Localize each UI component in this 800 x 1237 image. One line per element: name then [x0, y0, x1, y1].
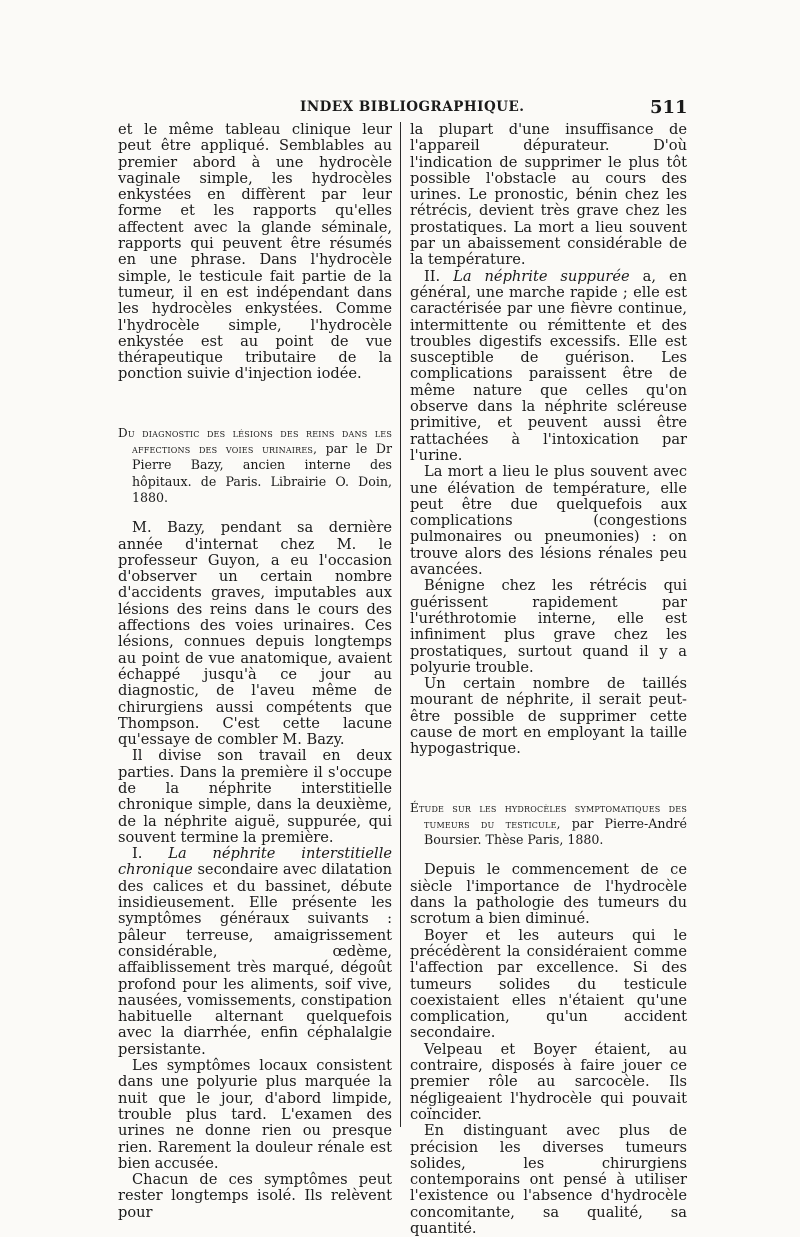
paragraph: Depuis le commencement de ce siècle l'importance de l'hydrocèle dans la pathologie des tumeurs du scrotum a bien diminué. [410, 861, 687, 928]
book-author-info: par Pierre-André Boursier. Thèse Paris, 1880. [424, 815, 687, 848]
running-title: INDEX BIBLIOGRAPHIQUE. [300, 99, 525, 115]
spacer [118, 506, 392, 520]
column-divider [400, 122, 401, 1127]
paragraph: la plupart d'une insuffisance de l'appareil dépurateur. D'où l'indication de supprimer le plus tôt possible l'obstacle au cours des urines. Le pronostic, bénin chez les rétrécis, devient très grave chez les prostatiques. La mort a lieu souvent par un abaissement considérable de la température. [410, 121, 687, 269]
book-title: Du diagnostic des lésions des reins dans les affections des voies urinaires, [118, 425, 392, 457]
spacer [410, 758, 687, 800]
spacer [118, 383, 392, 425]
spacer [410, 848, 687, 862]
section-number: II. [424, 267, 454, 285]
page-header [0, 97, 800, 121]
book-title: Étude sur les hydrocèles symptomatiques des tumeurs du testicule, [410, 800, 687, 831]
paragraph: et le même tableau clinique leur peut être appliqué. Semblables au premier abord à une hydrocèle vaginale simple, les hydrocèles enkystées en diffèrent par leur forme et les rapports qu'elles affectent avec la glande séminale, rapports qui peuvent être résumés en une phrase. Dans l'hydrocèle simple, le testicule fait partie de la tumeur, il en est indépendant dans les hydrocèles enkystées. Comme l'hydrocèle simple, l'hydrocèle enkystée est au point de vue thérapeutique tributaire de la ponction suivie d'injection iodée. [118, 121, 392, 383]
section-heading: La néphrite suppurée [453, 267, 630, 285]
paragraph-text: secondaire avec dilatation des calices et du bassinet, débute insidieusement. Elle présente les symptômes généraux suivants : pâleur terreuse, amaigrissement considérable, œdème, affaiblissement très marqué, dégoût profond pour les aliments, soif vive, nausées, vomissements, constipation habituelle alternant quelquefois avec la diarrhée, enfin céphalalgie persistante. [118, 861, 392, 1058]
paragraph: Velpeau et Boyer étaient, au contraire, disposés à faire jouer ce premier rôle au sarcocèle. Ils négligeaient l'hydrocèle qui pouvait coïncider. [410, 1040, 687, 1123]
paragraph: Chacun de ces symptômes peut rester longtemps isolé. Ils relèvent pour [118, 1171, 392, 1221]
paragraph: Bénigne chez les rétrécis qui guérissent rapidement par l'uréthrotomie interne, elle est infiniment plus grave chez les prostatiques, surtout quand il y a polyurie trouble. [410, 577, 687, 676]
paragraph: Il divise son travail en deux parties. Dans la première il s'occupe de la néphrite interstitielle chronique simple, dans la deuxième, de la néphrite aiguë, suppurée, qui souvent termine la première. [118, 747, 392, 846]
section-heading: La néphrite interstitielle chronique [118, 845, 392, 879]
paragraph: La mort a lieu le plus souvent avec une élévation de température, elle peut être due quelquefois aux complications (congestions pulmonaires ou pneumonies) : on trouve alors des lésions rénales peu avancées. [410, 463, 687, 579]
left-column [118, 122, 392, 1221]
paragraph: Un certain nombre de taillés mourant de néphrite, il serait peut-être possible de supprimer cette cause de mort en employant la taille hypogastrique. [410, 675, 687, 758]
paragraph: Boyer et les auteurs qui le précédèrent la considéraient comme l'affection par excellence. Si des tumeurs solides du testicule coexistaient elles n'étaient qu'une complication, qu'un accident secondaire. [410, 926, 687, 1042]
section-number: I. [132, 845, 169, 863]
paragraph: En distinguant avec plus de précision les diverses tumeurs solides, les chirurgiens contemporains ont pensé à utiliser l'existence ou l'absence d'hydrocèle concomitante, sa qualité, sa quantité. [410, 1122, 687, 1237]
right-column [410, 122, 687, 1237]
book-author-info: par le Dr Pierre Bazy, ancien interne des hôpitaux. de Paris. Librairie O. Doin, 1880. [132, 441, 392, 505]
page-number: 511 [650, 97, 688, 118]
bibliography-entry-title [118, 425, 392, 506]
paragraph-text: a, en général, une marche rapide ; elle est caractérisée par une fièvre continue, intermittente ou rémittente et des troubles digestifs excessifs. Elle est susceptible de guérison. Les complications paraissent être de même nature que celles qu'on observe dans la néphrite scléreuse primitive, et peuvent aussi être rattachées à l'intoxication par l'urine. [410, 267, 687, 464]
paragraph: M. Bazy, pendant sa dernière année d'internat chez M. le professeur Guyon, a eu l'occasion d'observer un certain nombre d'accidents graves, imputables aux lésions des reins dans le cours des affections des voies urinaires. Ces lésions, connues depuis longtemps au point de vue anatomique, avaient échappé jusqu'à ce jour au diagnostic, de l'aveu même de chirurgiens aussi compétents que Thompson. C'est cette lacune qu'essaye de combler M. Bazy. [118, 519, 392, 749]
paragraph: Les symptômes locaux consistent dans une polyurie plus marquée la nuit que le jour, d'abord limpide, trouble plus tard. L'examen des urines ne donne rien ou presque rien. Rarement la douleur rénale est bien accusée. [118, 1057, 392, 1172]
paragraph [410, 269, 687, 465]
paragraph [118, 846, 392, 1058]
bibliography-entry-title [410, 800, 687, 849]
